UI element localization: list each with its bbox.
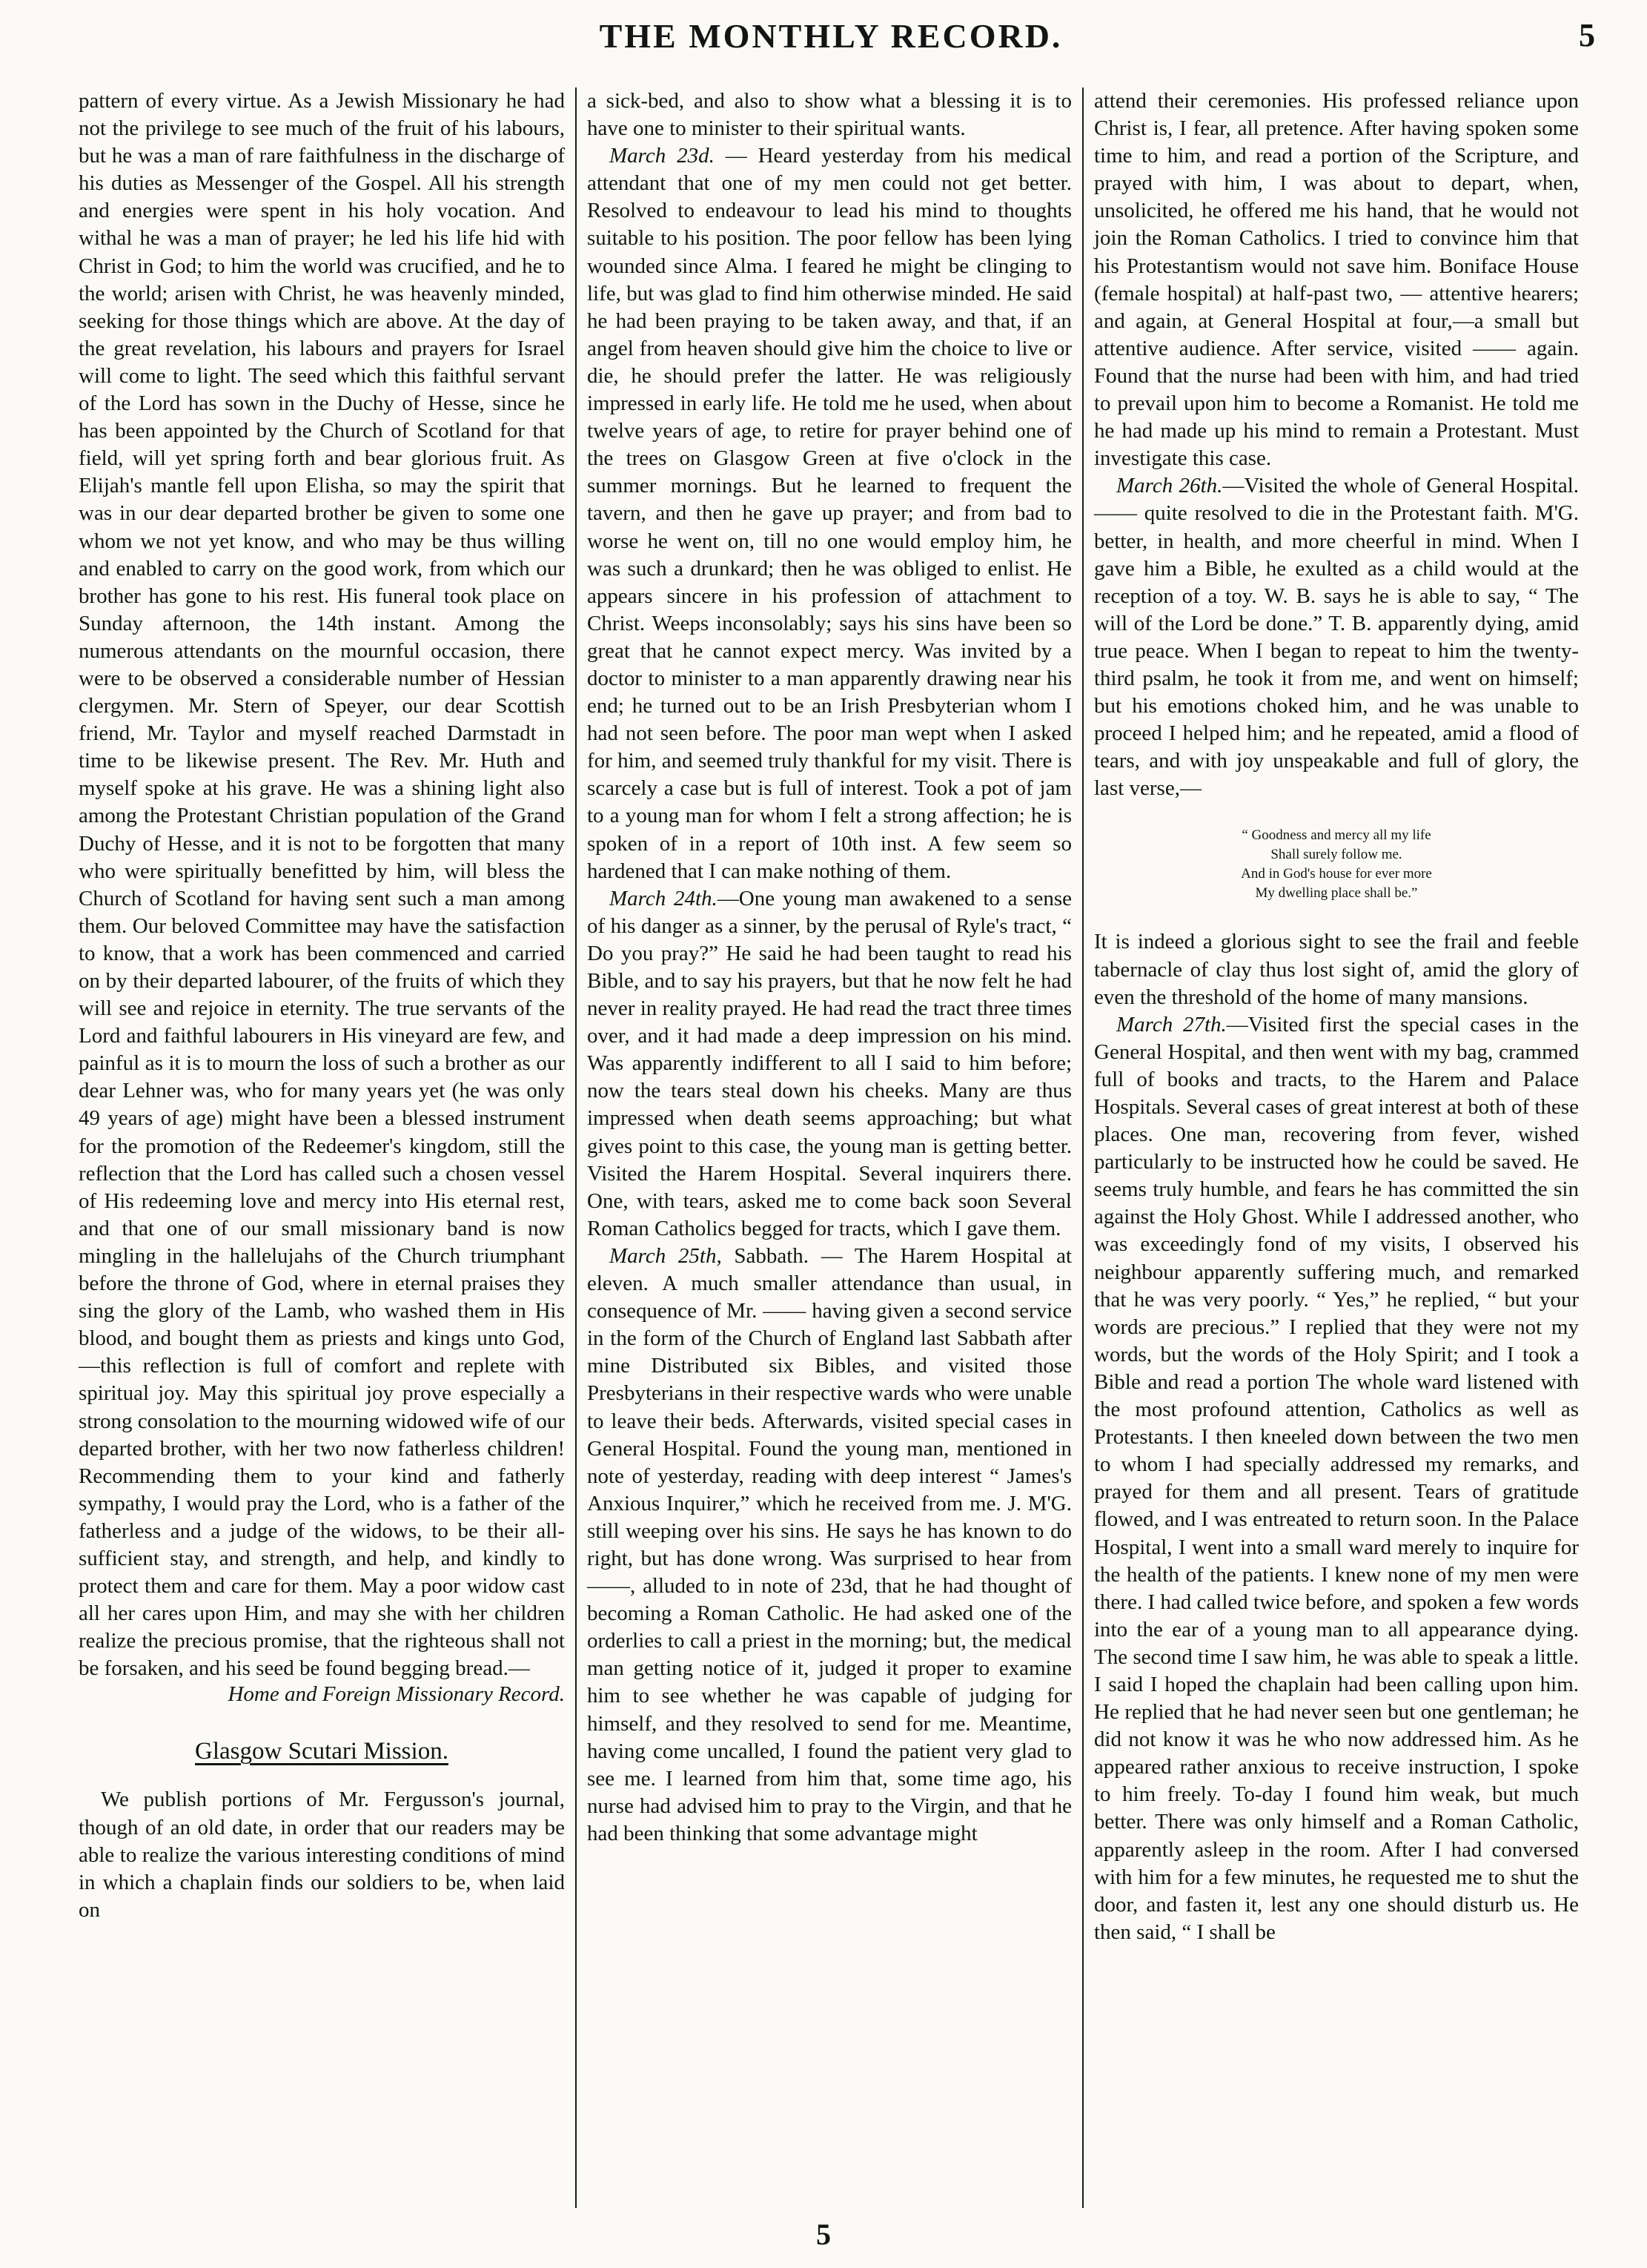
page-header [67, 16, 1595, 68]
obituary-paragraph: pattern of every virtue. As a Jewish Missionary he had not the privilege to see much of the fruit of his labours, but he was a man of rare faithfulness in the discharge of his duties as Messenger of the Gospel. All his strength and energies were spent in his holy vocation. And withal he was a man of prayer; he led his life hid with Christ in God; to him the world was crucified, and he to the world; arisen with Christ, he was heavenly minded, seeking for those things which are above. At the day of the great revelation, his labours and prayers for Israel will come to light. The seed which this faithful servant of the Lord has sown in the Duchy of Hesse, since he has been appointed by the Church of Scotland for that field, will yet spring forth and bear glorious fruit. As Elijah's mantle fell upon Elisha, so may the spirit that was in our dear departed brother be given to some one whom we not yet know, and who may be thus willing and enabled to carry on the good work, from which our brother has gone to his rest. His funeral took place on Sunday afternoon, the 14th instant. Among the numerous attendants on the mournful occasion, there were to be observed a considerable number of Hessian clergymen. Mr. Stern of Speyer, our dear Scottish friend, Mr. Taylor and myself reached Darmstadt in time to be likewise present. The Rev. Mr. Huth and myself spoke at his grave. He was a shining light also among the Protestant Christian population of the Grand Duchy of Hesse, and it is not to be forgotten that many who were spiritually benefitted by him, will bless the Church of Scotland for having sent such a man among them. Our beloved Committee may have the satisfaction to know, that a work has been commenced and carried on by their departed labourer, of the fruits of which they will see and rejoice in eternity. The true servants of the Lord and faithful labourers in His vineyard are few, and painful as it is to mourn the loss of such a brother as our dear Lehner was, who for many years yet (he was only 49 years of age) might have been a blessed instrument for the promotion of the Redeemer's kingdom, still the reflection that the Lord has called such a chosen vessel of His redeeming love and mercy into His eternal rest, and that one of our small missionary band is now mingling in the hallelujahs of the Church triumphant before the throne of God, where in eternal praises they sing the glory of the Lamb, who washed them in His blood, and bought them as priests and kings unto God,—this reflection is full of comfort and replete with spiritual joy. May this spiritual joy prove especially a strong consolation to the mourning widowed wife of our departed brother, with her two now fatherless children! Recommending them to your kind and fatherly sympathy, I would pray the Lord, who is a father of the fatherless and a judge of the widows, to be their all-sufficient stay, and strength, and help, and kindly to protect them and care for them. May a poor widow cast all her cares upon Him, and may she with her children realize the precious promise, that the righteous shall not be forsaken, and his seed be found begging bread.— [79, 89, 565, 1681]
text-columns [68, 87, 1589, 2208]
running-title: THE MONTHLY RECORD. [599, 17, 1063, 55]
verse-line: “ Goodness and mercy all my life [1242, 827, 1431, 844]
journal-entry-march-26 [1094, 472, 1579, 802]
psalm-verse [1094, 826, 1579, 903]
entry-text: —Visited the whole of General Hospital. —— quite resolved to die in the Protestant faith. M'G. better, in health, and more cheerful in mind. When I gave him a Bible, he exulted as a child would at the reception of a toy. W. B. says he is able to say, “ The will of the Lord be done.” T. B. apparently dying, amid true peace. When I began to repeat to him the twenty-third psalm, he took it from me, and went on himself; but his emotions choked him, and he was unable to proceed I helped him; and he repeated, amid a flood of tears, and with joy unspeakable and full of glory, the last verse,— [1094, 474, 1580, 801]
source-citation: Home and Foreign Missionary Record. [228, 1682, 565, 1707]
entry-text: — Heard yesterday from his medical attendant that one of my men could not get better. Resolved to endeavour to lead his mind to thoughts suitable to his position. The poor fellow has been lying wounded since Alma. I feared he might be clinging to life, but was glad to find him otherwise minded. He said he had been praying to be taken away, and that, if an angel from heaven should give him the choice to live or die, he should prefer the latter. He was religiously impressed in early life. He told me he used, when about twelve years of age, to retire for prayer behind one of the trees on Glasgow Green at five o'clock in the summer mornings. But he learned to frequent the tavern, and then he gave up prayer; and from bad to worse he went on, till no one would employ him, he was such a drunkard; then he was obliged to enlist. He appears sincere in his profession of attachment to Christ. Weeps inconsolably; says his sins have been so great that he cannot expect mercy. Was invited by a doctor to minister to a man apparently drawing near his end; he turned out to be an Irish Presbyterian whom I had not seen before. The poor man wept when I asked for him, and seemed truly thankful for my visit. There is scarcely a case but is full of interest. Took a pot of jam to a young man for whom I felt a strong affection; he is spoken of in a report of 10th inst. A few seem so hardened that I can make nothing of them. [587, 144, 1072, 883]
entry-date: March 23d. [609, 144, 715, 168]
entry-date: March 27th. [1116, 1012, 1227, 1037]
journal-entry-march-25 [587, 1243, 1072, 1848]
journal-paragraph: It is indeed a glorious sight to see the frail and feeble tabernacle of clay thus lost sight of, amid the glory of even the threshold of the home of many mansions. [1094, 930, 1579, 1009]
header-page-number: 5 [1579, 17, 1595, 53]
intro-paragraph: We publish portions of Mr. Fergusson's journal, though of an old date, in order that our readers may be able to realize the various interesting conditions of mind in which a chaplain finds our soldiers to be, when laid on [79, 1788, 565, 1922]
journal-paragraph: a sick-bed, and also to show what a blessing it is to have one to minister to their spiritual wants. [587, 89, 1072, 141]
entry-date: March 26th. [1116, 474, 1223, 498]
footer-page-number: 5 [816, 2218, 831, 2251]
column-1 [68, 87, 575, 2208]
journal-paragraph: attend their ceremonies. His professed reliance upon Christ is, I fear, all pretence. After having spoken some time to him, and read a portion of the Scripture, and prayed with him, I was about to depart, when, unsolicited, he offered me his hand, that he would not join the Roman Catholics. I tried to convince him that his Protestantism would not save him. Boniface House (female hospital) at half-past two, — attentive hearers; and again, at General Hospital at four,—a small but attentive audience. After service, visited —— again. Found that the nurse had been with him, and had tried to prevail upon him to become a Romanist. He told me he had made up his mind to remain a Protestant. Must investigate this case. [1094, 89, 1579, 471]
entry-date: March 25th, [609, 1243, 722, 1268]
column-3 [1082, 87, 1589, 2208]
entry-text: —Visited first the special cases in the General Hospital, and then went with my bag, crammed full of books and tracts, to the Harem and Palace Hospitals. Several cases of great interest at both of these places. One man, recovering from fever, wished particularly to be instructed how he could be saved. He seems truly humble, and fears he has committed the sin against the Holy Ghost. While I addressed another, who was exceedingly fond of my visits, I observed his neighbour apparently suffering much, and remarked that he was very poorly. “ Yes,” he replied, “ but your words are precious.” I replied that they were not my words, but the words of the Holy Spirit; and I took a Bible and read a portion The whole ward listened with the most profound attention, Catholics as well as Protestants. I then kneeled down between the two men to whom I had specially addressed my remarks, and prayed for them and all present. Tears of gratitude flowed, and I was entreated to return soon. In the Palace Hospital, I went into a small ward merely to inquire for the health of the patients. I knew none of my men were there. I had called twice before, and spoken a few words into the ear of a young man to all appearance dying. The second time I saw him, he was able to speak a little. I said I hoped the chaplain had been calling upon him. He replied that he had never seen but one gentleman; he did not know it was he who now addressed him. As he appeared rather anxious to receive instruction, I spoke to him freely. To-day I found him weak, but much better. There was only himself and a Roman Catholic, apparently asleep in the room. After I had conversed with him for a few minutes, he requested me to shut the door, and fasten it, lest any one should disturb us. He then said, “ I shall be [1094, 1012, 1580, 1944]
verse-line: And in God's house for ever more [1241, 866, 1432, 882]
column-2 [575, 87, 1082, 2208]
journal-entry-march-23 [587, 142, 1072, 885]
entry-text: Sabbath. — The Harem Hospital at eleven. A much smaller attendance than usual, in consequence of Mr. —— having given a second service in the form of the Church of England last Sabbath after mine Distributed six Bibles, and visited those Presbyterians in their respective wards who were unable to leave their beds. Afterwards, visited special cases in General Hospital. Found the young man, mentioned in note of yesterday, reading with deep interest “ James's Anxious Inquirer,” which he received from me. J. M'G. still weeping over his sins. He says he has known to do right, but has done wrong. Was surprised to hear from ——, alluded to in note of 23d, that he had thought of becoming a Roman Catholic. He had asked one of the orderlies to call a priest in the morning; but, the medical man getting notice of it, judged it proper to examine him to see whether he was capable of judging for himself, and they resolved to send for me. Meantime, having come uncalled, I found the patient very glad to see me. I learned from him that, some time ago, his nurse had advised him to pray to the Virgin, and that he had been thinking that some advantage might [587, 1243, 1073, 1845]
journal-entry-march-24 [587, 885, 1072, 1243]
entry-date: March 24th. [609, 886, 718, 910]
entry-text: —One young man awakened to a sense of his danger as a sinner, by the perusal of Ryle's tract, “ Do you pray?” He said he had been taught to read his Bible, and to say his prayers, but that he now felt he had never in reality prayed. He had read the tract three times over, and it had made a deep impression on his mind. Was apparently indifferent to all I said to him before; now the tears steal down his cheeks. Many are thus impressed when death seems approaching; but what gives point to this case, the young man is getting better. Visited the Harem Hospital. Several inquirers there. One, with tears, asked me to come back soon Several Roman Catholics begged for tracts, which I gave them. [587, 886, 1072, 1240]
verse-line: Shall surely follow me. [1270, 847, 1402, 863]
verse-line: My dwelling place shall be.” [1255, 885, 1418, 902]
journal-entry-march-27 [1094, 1011, 1579, 1946]
section-title: Glasgow Scutari Mission. [195, 1738, 448, 1765]
